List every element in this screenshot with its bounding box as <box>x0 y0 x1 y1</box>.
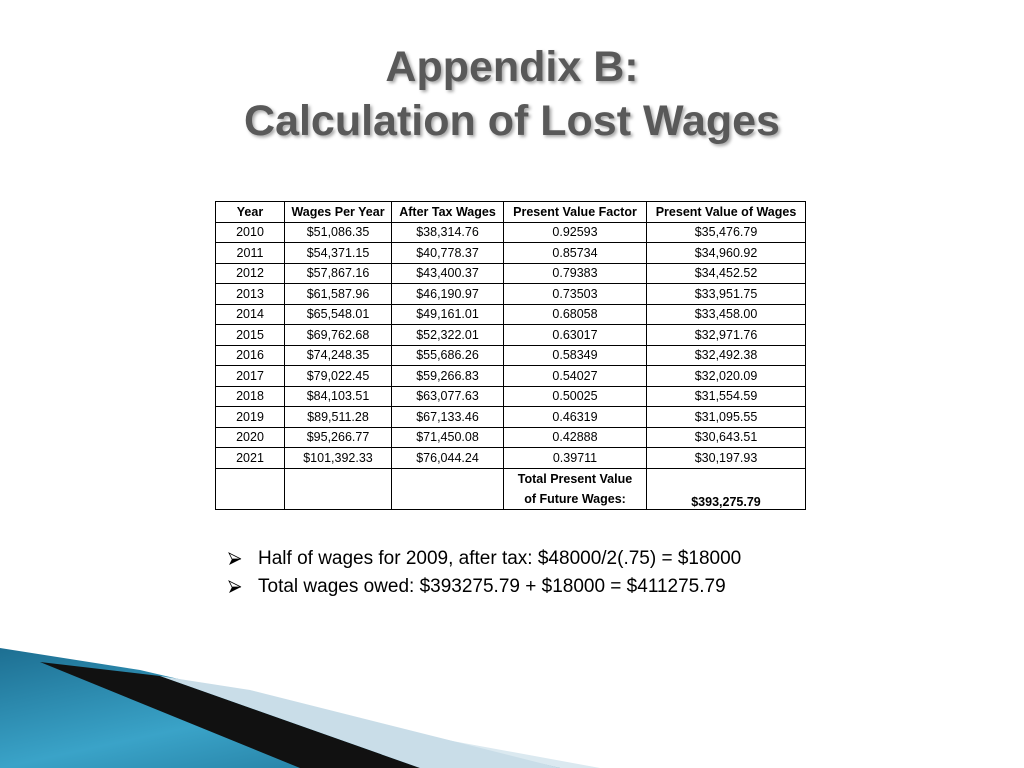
table-row <box>216 366 806 387</box>
cell-after-tax: $40,778.37 <box>392 243 504 264</box>
cell-year: 2018 <box>216 386 285 407</box>
cell-pv-wages: $32,971.76 <box>647 325 806 346</box>
cell-pv-factor: 0.42888 <box>504 427 647 448</box>
cell-wages: $69,762.68 <box>285 325 392 346</box>
bullet-text: Half of wages for 2009, after tax: $48000/2(.75) = $18000 <box>258 548 742 569</box>
total-label <box>504 468 647 509</box>
cell-after-tax: $55,686.26 <box>392 345 504 366</box>
cell-pv-wages: $31,554.59 <box>647 386 806 407</box>
header-present-value-factor: Present Value Factor <box>504 202 647 223</box>
slide-decoration <box>0 640 1024 768</box>
cell-pv-wages: $34,452.52 <box>647 263 806 284</box>
table-row <box>216 284 806 305</box>
cell-wages: $95,266.77 <box>285 427 392 448</box>
cell-after-tax: $46,190.97 <box>392 284 504 305</box>
cell-after-tax: $63,077.63 <box>392 386 504 407</box>
title-line-2: Calculation of Lost Wages <box>244 97 780 145</box>
cell-pv-factor: 0.50025 <box>504 386 647 407</box>
cell-pv-factor: 0.63017 <box>504 325 647 346</box>
header-wages-per-year: Wages Per Year <box>285 202 392 223</box>
header-present-value-of-wages: Present Value of Wages <box>647 202 806 223</box>
cell-after-tax: $71,450.08 <box>392 427 504 448</box>
title-line-1: Appendix B: <box>385 43 639 91</box>
header-after-tax-wages: After Tax Wages <box>392 202 504 223</box>
header-year: Year <box>216 202 285 223</box>
cell-pv-factor: 0.39711 <box>504 448 647 469</box>
total-value: $393,275.79 <box>647 468 806 509</box>
cell-year: 2013 <box>216 284 285 305</box>
table-row <box>216 448 806 469</box>
cell-pv-factor: 0.85734 <box>504 243 647 264</box>
cell-wages: $65,548.01 <box>285 304 392 325</box>
cell-pv-factor: 0.68058 <box>504 304 647 325</box>
cell-pv-wages: $33,458.00 <box>647 304 806 325</box>
cell-pv-wages: $33,951.75 <box>647 284 806 305</box>
cell-pv-wages: $32,492.38 <box>647 345 806 366</box>
cell-year: 2019 <box>216 407 285 428</box>
cell-pv-factor: 0.79383 <box>504 263 647 284</box>
table-row <box>216 263 806 284</box>
empty-cell <box>216 468 285 509</box>
cell-after-tax: $67,133.46 <box>392 407 504 428</box>
empty-cell <box>285 468 392 509</box>
cell-year: 2010 <box>216 222 285 243</box>
total-row <box>216 468 806 509</box>
cell-pv-wages: $35,476.79 <box>647 222 806 243</box>
arrow-bullet-icon <box>228 580 258 594</box>
cell-year: 2012 <box>216 263 285 284</box>
cell-year: 2011 <box>216 243 285 264</box>
table-row <box>216 222 806 243</box>
table-row <box>216 345 806 366</box>
cell-year: 2020 <box>216 427 285 448</box>
total-label-line-1: Total Present Value <box>517 471 633 486</box>
total-label-line-2: of Future Wages: <box>524 491 626 506</box>
empty-cell <box>392 468 504 509</box>
cell-wages: $79,022.45 <box>285 366 392 387</box>
table-row <box>216 427 806 448</box>
table-row <box>216 325 806 346</box>
cell-wages: $57,867.16 <box>285 263 392 284</box>
table-row <box>216 407 806 428</box>
table-header-row <box>216 202 806 223</box>
cell-wages: $84,103.51 <box>285 386 392 407</box>
cell-year: 2017 <box>216 366 285 387</box>
cell-year: 2014 <box>216 304 285 325</box>
cell-pv-wages: $31,095.55 <box>647 407 806 428</box>
cell-after-tax: $76,044.24 <box>392 448 504 469</box>
cell-pv-factor: 0.54027 <box>504 366 647 387</box>
cell-wages: $74,248.35 <box>285 345 392 366</box>
arrow-bullet-icon <box>228 552 258 566</box>
cell-wages: $89,511.28 <box>285 407 392 428</box>
table-row <box>216 304 806 325</box>
cell-wages: $51,086.35 <box>285 222 392 243</box>
cell-pv-wages: $30,643.51 <box>647 427 806 448</box>
cell-after-tax: $52,322.01 <box>392 325 504 346</box>
cell-after-tax: $38,314.76 <box>392 222 504 243</box>
bullet-item <box>228 545 741 573</box>
cell-pv-wages: $34,960.92 <box>647 243 806 264</box>
cell-pv-wages: $30,197.93 <box>647 448 806 469</box>
cell-year: 2016 <box>216 345 285 366</box>
cell-pv-factor: 0.92593 <box>504 222 647 243</box>
table-row <box>216 386 806 407</box>
bullet-item <box>228 573 741 601</box>
cell-after-tax: $43,400.37 <box>392 263 504 284</box>
bullet-list <box>228 545 741 601</box>
cell-pv-factor: 0.46319 <box>504 407 647 428</box>
cell-year: 2021 <box>216 448 285 469</box>
cell-after-tax: $59,266.83 <box>392 366 504 387</box>
cell-after-tax: $49,161.01 <box>392 304 504 325</box>
cell-year: 2015 <box>216 325 285 346</box>
table-row <box>216 243 806 264</box>
lost-wages-table <box>215 201 806 510</box>
slide-title <box>0 40 1024 148</box>
cell-wages: $61,587.96 <box>285 284 392 305</box>
cell-pv-factor: 0.58349 <box>504 345 647 366</box>
cell-wages: $101,392.33 <box>285 448 392 469</box>
cell-wages: $54,371.15 <box>285 243 392 264</box>
cell-pv-factor: 0.73503 <box>504 284 647 305</box>
cell-pv-wages: $32,020.09 <box>647 366 806 387</box>
bullet-text: Total wages owed: $393275.79 + $18000 = $411275.79 <box>258 576 726 597</box>
